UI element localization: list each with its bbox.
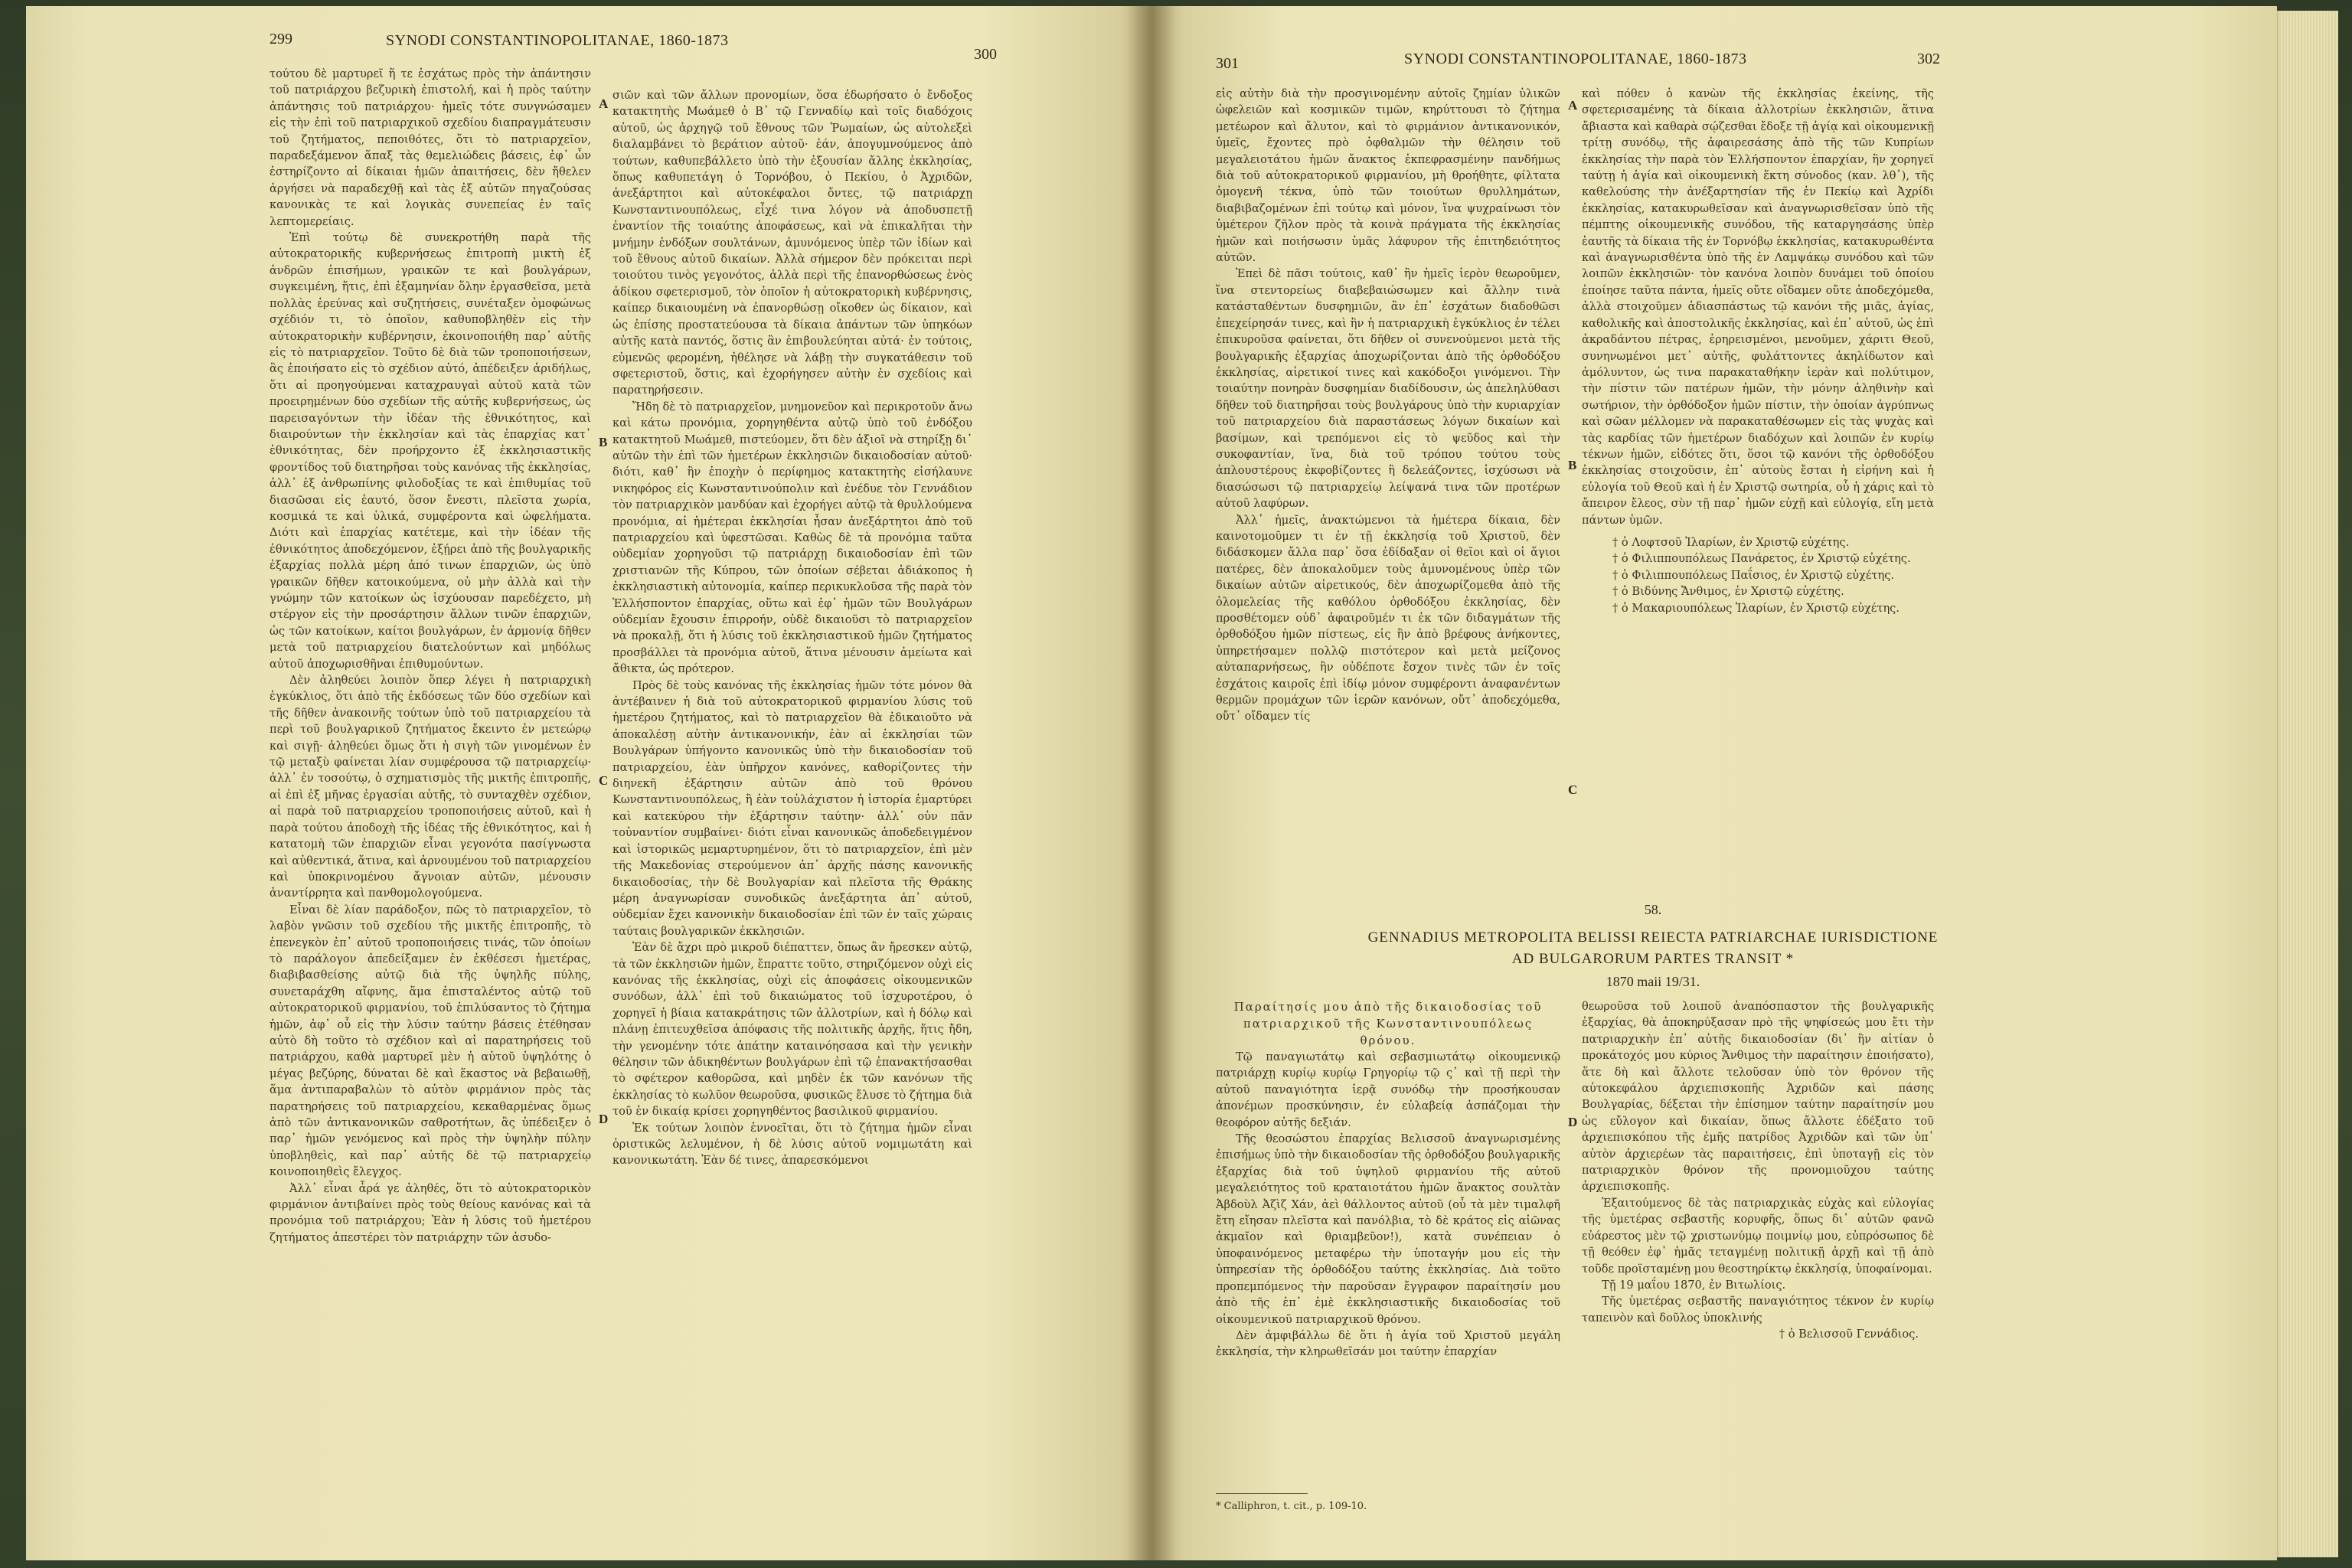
paragraph: Ἤδη δὲ τὸ πατριαρχεῖον, μνημονεῦον καὶ περικροτοῦν ἄνω καὶ κάτω προνόμια, χορηγηθέντα αὐτῷ ὑπὸ τοῦ ἐνδόξου κατακτητοῦ Μωάμεθ, πιστεύομεν, ὅτι δὲν ἀξιοῖ νὰ στηρίξῃ δι᾽ αὐτῶν τὴν ἐπὶ τῶν ἡμετέρων ἐκκλησιῶν δικαιοδοσίαν αὐτοῦ· διότι, καθ᾽ ἣν ἐποχὴν ὁ περίφημος κατακτητὴς εἰσήλαυνε νικηφόρος εἰς Κωνσταντινούπολιν καὶ ἐνέδυε τὸν Γεννάδιον τὸν πατριαρχικὸν μανδύαν καὶ ἐχορήγει αὐτῷ τὰ θρυλλούμενα προνόμια, αἱ ἡμέτεραι ἐκκλησίαι ἦσαν ἀνεξάρτητοι ἀπὸ τοῦ πατριαρχείου καὶ ὑφεστῶσαι. Καθὼς δὲ τὰ προνόμια ταῦτα οὐδεμίαν χορηγοῦσι τῷ πατριάρχῃ δικαιοδοσίαν ἐπὶ τῶν χριστιανῶν τῆς Κύπρου, τῶν ὁποίων σέβεται ἀδιάκοπος ἡ ἐκκλησιαστικὴ αὐτονομία, καίπερ περικυκλοῦσα τῆς παρὰ τὸν Ἑλλήσποντον ἐπαρχίας, οὕτω καὶ ἐφ᾽ ἡμῶν τῶν Βουλγάρων οὐδεμίαν ἔχουσιν ἐπιρροήν, οὐδὲ δικαιοῦσι τὸ πατριαρχεῖον νὰ προκαλῇ, ὅτι ἡ λύσις τοῦ ἐκκλησιαστικοῦ ἡμῶν ζητήματος προσβάλλει τὰ προνόμια αὐτοῦ, ἅτινα μένουσιν ἀμείωτα καὶ ἄθικτα, ὡς πρότερον. — [612, 400, 972, 676]
page-number-299: 299 — [270, 31, 292, 47]
document-title-line-2: AD BULGARORUM PARTES TRANSIT * — [1511, 951, 1795, 967]
right-page-column-2 — [1582, 86, 1934, 882]
left-page-column-2 — [612, 87, 972, 1169]
resignation-heading: Παραίτησίς μου ἀπὸ τῆς δικαιοδοσίας τοῦ πατριαρχικοῦ τῆς Κωνσταντινουπόλεως θρόνου. — [1233, 1000, 1543, 1047]
margin-marker-d: D — [1568, 1115, 1578, 1129]
paragraph: Τῷ παναγιωτάτῳ καὶ σεβασμιωτάτῳ οἰκουμενικῷ πατριάρχῃ κυρίῳ κυρίῳ Γρηγορίῳ τῷ ς᾽ καὶ τῇ περὶ τὴν αὐτοῦ παναγιότητα ἱερᾷ συνόδῳ τὴν προσήκουσαν ἀπονέμων προσκύνησιν, ἐν εὐλαβείᾳ ἀσπάζομαι τὴν θεοφόρον αὐτῆς δεξιάν. — [1216, 1050, 1560, 1129]
paragraph: Ἐπὶ τούτῳ δὲ συνεκροτήθη παρὰ τῆς αὐτοκρατορικῆς κυβερνήσεως ἐπιτροπὴ μικτὴ ἐξ ἀνδρῶν ἐπισήμων, γραικῶν τε καὶ βουλγάρων, συγκειμένη, ἥτις, ἐπὶ ἐξαμηνίαν ὅλην ἐργασθεῖσα, μετὰ πολλὰς ἐρεύνας καὶ συζητήσεις, συνέταξεν ὁμοφώνως σχέδιόν τι, τὸ ὁποῖον, καθυποβληθὲν εἰς τὴν αὐτοκρατορικὴν κυβέρνησιν, ἐκοινοποιήθη παρ᾽ αὐτῆς εἰς τὸ πατριαρχεῖον. Τοῦτο δὲ διὰ τῶν τροποποιήσεων, ἃς ἐποιήσατο εἰς τὸ σχέδιον αὐτό, ἀπέδειξεν ἀριδήλως, ὅτι αἱ προηγούμεναι καταχραυγαὶ αὐτοῦ κατὰ τῶν προειρημένων δύο σχεδίων τῆς αὐτῆς κυβερνήσεως, ὡς παρεισαγόντων τὴν ἰδέαν τῆς ἐθνικότητος, καὶ διαιρούντων τὴν ἐκκλησίαν καὶ τὰς ἐπαρχίας κατ᾽ ἐθνικότητας, δὲν προήρχοντο ἐξ ἐκκλησιαστικῆς φροντίδος τοῦ διατηρῆσαι τοὺς κανόνας τῆς ἐκκλησίας, ἀλλ᾽ ἐξ ἀνθρωπίνης φιλοδοξίας τε καὶ ἐπιθυμίας τοῦ διασῶσαι εἰς ἑαυτό, ὅσον ἔνεστι, πλεῖστα χωρία, κοσμικά τε καὶ ὑλικά, συμφέροντα καὶ ὠφελήματα. Διότι καὶ ἐπαρχίας κατέτεμε, καὶ τὴν ἰδέαν τῆς ἐθνικότητος ἀποδεχόμενον, ἐξῄρει ἀπὸ τῆς βουλγαρικῆς ἐξαρχίας πολλὰ μέρη ἀπό τινων ἐπαρχιῶν, ὡς ὑπὸ γραικῶν δῆθεν κατοικούμενα, οὐ μὴν ἀλλὰ καὶ τὴν γνώμην τῶν κατοίκων ὡς ἰσχύουσαν παρεδέχετο, μὴ στέργον εἰς τὴν προσάρτησιν ἄλλων τινῶν ἐπαρχιῶν, ὡς τῶν κατοίκων, καίτοι βουλγάρων, ἐν ἁρμονίᾳ δῆθεν μετὰ τοῦ πατριαρχείου διατελούντων καὶ μηδόλως αὐτοῦ ἀποχωρισθῆναι ἐπιθυμούντων. — [270, 231, 591, 671]
margin-marker-d: D — [599, 1112, 609, 1126]
paragraph: σιῶν καὶ τῶν ἄλλων προνομίων, ὅσα ἐδωρήσατο ὁ ἔνδοξος κατακτητὴς Μωάμεθ ὁ Β᾽ τῷ Γενναδίῳ καὶ τοῖς διαδόχοις αὐτοῦ, ὡς ἀρχηγῷ τοῦ ἔθνους τῶν Ῥωμαίων, ὡς αὐτολεξεὶ διαλαμβάνει τὸ βεράτιον αὐτοῦ· ἐάν, ἀπογυμνούμενος ἀπὸ τούτων, καθυπεβάλλετο ὑπὸ τὴν ἐξουσίαν ἄλλης ἐκκλησίας, ὅπως καθυπετάγη ὁ Τορνόβου, ὁ Πεκίου, ὁ Ἀχριδῶν, ἀνεξάρτητοι καὶ αὐτοκέφαλοι ὄντες, τῷ πατριάρχῃ Κωνσταντινουπόλεως, εἶχέ τινα λόγον νὰ ἀποδυσπετῇ ἐναντίον τῆς τοιαύτης ἀποφάσεως, καὶ νὰ ἐπικαλῆται τὴν μνήμην ἐνδόξων σουλτάνων, ἀμυνόμενος ὑπὲρ τῶν ἰδίων καὶ τοῦ ἔθνους αὐτοῦ δικαίων. Ἀλλὰ σήμερον δὲν πρόκειται περὶ τοιούτου τινὸς γεγονότος, ἀλλὰ περὶ τῆς ἐπανορθώσεως ἑνὸς ἀδίκου σφετερισμοῦ, τὸν ὁποῖον ἡ αὐτοκρατορικὴ κυβέρνησις, καίπερ δικαιουμένη νὰ ἐπανορθώσῃ οἴκοθεν ὡς δίκαιον, καὶ ὡς ἐπίσης προστατεύουσα τὰ δίκαια ἁπάντων τῶν ὑπηκόων αὐτῆς κατὰ παντός, ὅστις ἂν ἐπιβουλεύηται αὐτά· ἐν τούτοις, εὐμενῶς φερομένη, ἠθέλησε νὰ λάβῃ τὴν συγκατάθεσιν τοῦ σφετεριστοῦ, ὅστις, καὶ ἐχορήγησεν αὐτὴν ἐν σχεδίοις καὶ παρατηρήσεσιν. — [612, 89, 972, 397]
document-title-line-1: GENNADIUS METROPOLITA BELISSI REIECTA PATRIARCHAE IURISDICTIONE — [1367, 929, 1939, 946]
paragraph: Τῆς θεοσώστου ἐπαρχίας Βελισσοῦ ἀναγνωρισμένης ἐπισήμως ὑπὸ τὴν δικαιοδοσίαν τῆς ὀρθοδόξου βουλγαρικῆς ἐξαρχίας διὰ τοῦ ὑψηλοῦ φιρμανίου τῆς αὐτοῦ μεγαλειότητος τοῦ κραταιοτάτου ἡμῶν ἄνακτος σουλτὰν Ἀβδοὺλ Ἀζὶζ Χάν, ἀεὶ θάλλοντος αὐτοῦ (οὗ τὰ μὲν τιμαλφῆ ἔτη εἴησαν πλεῖστα καὶ πανόλβια, τὸ δὲ κράτος εἰς αἰῶνας ἀκμαῖον καὶ θριαμβεῦον!), κατὰ συνέπειαν ὁ ὑποφαινόμενος μεταφέρω τὴν ὑποταγήν μου εἰς τὴν ὑπηρεσίαν τῆς ὀρθοδόξου ταύτης ἐκκλησίας. Διὰ τοῦτο προπεμπόμενος τὴν παροῦσαν ἔγγραφον παραίτησίν μου ἀπὸ τῆς ἐπ᾽ ἐμὲ ἐκκλησιαστικῆς δικαιοδοσίας τοῦ οἰκουμενικοῦ πατριαρχικοῦ θρόνου. — [1216, 1132, 1560, 1326]
page-edges — [2277, 11, 2338, 1557]
signature-line: † ὁ Βελισσοῦ Γεννάδιος. — [1779, 1328, 1919, 1341]
paragraph: Εἶναι δὲ λίαν παράδοξον, πῶς τὸ πατριαρχεῖον, τὸ λαβὸν γνῶσιν τοῦ σχεδίου τῆς μικτῆς ἐπιτροπῆς, τὸ ἐπενεγκὸν ἐπ᾽ αὐτοῦ τροποποιήσεις τινάς, τῶν ὁποίων τὸ παράλογον ἀπεδείξαμεν ἐν ἐκθέσεσι ἡμετέρας, διαβιβασθείσης αὐτῷ διὰ τῆς ὑψηλῆς πύλης, συνεταράχθη αἴφνης, ἅμα ἐπισταλέντος αὐτῷ τοῦ αὐτοκρατορικοῦ φιρμανίου, τοῦ ἐπιλύσαντος τὸ ζήτημα ἡμῶν, ἀφ᾽ οὗ εἰς τὴν λύσιν ταύτην βάσεις ἐτέθησαν αὐτὸ δὴ τοῦτο τὸ σχέδιον καὶ αἱ παρατηρήσεις τοῦ πατριάρχου, καθὰ μαρτυρεῖ μὲν ἡ αὐτοῦ ὑψηλότης ὁ μέγας βεζύρης, δύναται δὲ καὶ ἕκαστος νὰ βεβαιωθῇ, ἅμα ἀντιπαραβαλὼν τὸ αὐτὸν φιρμάνιον πρὸς τὰς παρατηρήσεις τοῦ πατριαρχείου, κεκαθαρμένας ὅμως ἀπὸ τῶν ἀντικανονικῶν σαθροτήτων, ἃς ὑπέδειξεν ὁ παρ᾽ ἡμῶν γενόμενος καὶ πρὸς τὴν ὑψηλὴν πύλην ὑποβληθεὶς, καὶ παρ᾽ αὐτῆς δὲ τῷ πατριαρχείῳ κοινοποιηθεὶς ἔλεγχος. — [270, 903, 591, 1179]
open-book — [26, 6, 2337, 1563]
right-page-lower-column-2 — [1582, 998, 1934, 1343]
paragraph: Ἀλλ᾽ εἶναι ἆρά γε ἀληθές, ὅτι τὸ αὐτοκρατορικὸν φιρμάνιον ἀντιβαίνει πρὸς τοὺς θείους κανόνας καὶ τὰ προνόμια τοῦ πατριάρχου; Ἐὰν ἡ λύσις τοῦ ἡμετέρου ζητήματος ἀπεστέρει τὸν πατριάρχην τῶν ἀσυδο- — [270, 1181, 591, 1244]
signature-line: † ὁ Μακαριουπόλεως Ἱλαρίων, ἐν Χριστῷ εὐχέτης. — [1612, 601, 1900, 615]
footnote-rule — [1216, 1493, 1308, 1494]
margin-marker-a: A — [599, 96, 609, 111]
document-number: 58. — [1644, 902, 1662, 917]
date-line: Τῇ 19 μαΐου 1870, ἐν Βιτωλίοις. — [1602, 1278, 1786, 1292]
paragraph: Ἐξαιτούμενος δὲ τὰς πατριαρχικὰς εὐχὰς καὶ εὐλογίας τῆς ὑμετέρας σεβαστῆς κορυφῆς, ὅπως δι᾽ αὐτῶν φανῶ εὐάρεστος μὲν τῷ χριστωνύμῳ ποιμνίῳ μου, εὐπρόσωπος δὲ τῇ θεόθεν ἐφ᾽ ἡμᾶς τεταγμένῃ πολιτικῇ ἀρχῇ καὶ τῇ ἀπὸ τοῦδε προϊσταμένῃ μου θεοστηρίκτῳ ἐκκλησίᾳ, ὑποφαίνομαι. — [1582, 1196, 1934, 1276]
margin-marker-c: C — [1568, 782, 1578, 797]
paragraph: Ἐπεὶ δὲ πᾶσι τούτοις, καθ᾽ ἣν ἡμεῖς ἱερὸν θεωροῦμεν, ἵνα στεντορείως διαβεβαιώσωμεν καὶ ἄλλην τινὰ κατάσταθέντων δυσφημιῶν, ἂν ἐπ᾽ ἐσχάτων διαδοθῶσι ἐπεχείρησάν τινες, καὶ ἣν ἡ πατριαρχικὴ ἐγκύκλιος ἐν τέλει ἐπικυροῦσα φαίνεται, ὅτι δῆθεν οἱ συνενούμενοι μετὰ τῆς βουλγαρικῆς ἐξαρχίας ἀποχωρίζονται ἀπὸ τῆς ὀρθοδόξου ἐκκλησίας, αἱρετικοί τινες καὶ κακόδοξοι γινόμενοι. Τὴν τοιαύτην πονηρὰν δυσφημίαν διαδίδουσιν, ὡς ἀπεληλύθασι δῆθεν τοῦ διατηρῆσαι τοὺς βουλγάρους ὑπὸ τὴν κυριαρχίαν τοῦ πατριαρχείου διὰ παραστάσεως λόγων δικαίων καὶ βασίμων, καὶ τρεπόμενοι εἰς τὸ ψεῦδος καὶ τὴν συκοφαντίαν, ἵνα, διὰ τοῦ τρόπου τούτου τοὺς ἁπλουστέρους ἐκφοβίζοντες ἢ δελεάζοντες, ἰσχύσωσι νὰ διασώσωσι τῷ πατριαρχείῳ λείψανά τινα τῶν προτέρων αὐτοῦ λαφύρων. — [1216, 267, 1560, 511]
running-head-right: SYNODI CONSTANTINOPOLITANAE, 1860-1873 — [1404, 51, 1747, 67]
left-page — [26, 6, 1152, 1560]
margin-marker-b: B — [1568, 458, 1577, 472]
signature-line: † ὁ Φιλιππουπόλεως Πανάρετος, ἐν Χριστῷ εὐχέτης. — [1612, 552, 1911, 566]
footnote: * Calliphron, t. cit., p. 109-10. — [1216, 1501, 1367, 1512]
right-page-lower-column-1 — [1216, 998, 1560, 1361]
page-number-300: 300 — [974, 46, 997, 63]
paragraph: Δὲν ἀληθεύει λοιπὸν ὅπερ λέγει ἡ πατριαρχικὴ ἐγκύκλιος, ὅτι ἀπὸ τῆς ἐκδόσεως τῶν δύο σχεδίων καὶ τῆς δῆθεν ἀνακοινῆς τούτων ὑπὸ τοῦ πατριαρχείου τὰ περὶ τοῦ βουλγαρικοῦ ζητήματος ἔκειντο ἐν μετεώρῳ καὶ σιγῇ· ἀληθεύει ὅμως ὅτι ἡ σιγὴ τῶν γινομένων ἐν τῷ μεταξὺ φαίνεται λίαν συμφέρουσα τῷ πατριαρχείῳ· ἀλλ᾽ ἐν τοσούτῳ, ὁ σχηματισμὸς τῆς μικτῆς ἐπιτροπῆς, αἱ ἐπὶ ἐξ μῆνας ἐργασίαι αὐτῆς, τὸ συνταχθὲν σχέδιον, αἱ παρὰ τοῦ πατριαρχείου τροποποιήσεις αὐτοῦ, καὶ ἡ παρὰ τούτου ἀποδοχὴ τῆς ἰδέας τῆς ἐθνικότητος, καὶ ἡ κατατομὴ τῶν ἐπαρχιῶν εἶναι γεγονότα πασίγνωστα καὶ αὐθεντικά, ἅτινα, καὶ ἀρνουμένου τοῦ πατριαρχείου καὶ ὑποκρινομένου ἄγνοιαν αὐτῶν, μένουσιν ἀναντίρρητα καὶ πανθομολογούμενα. — [270, 674, 591, 900]
page-number-301: 301 — [1216, 55, 1239, 72]
signature-line: † ὁ Βιδύνης Ἄνθιμος, ἐν Χριστῷ εὐχέτης. — [1612, 585, 1844, 599]
paragraph: εἰς αὐτὴν διὰ τὴν προσγινομένην αὐτοῖς ζημίαν ὑλικῶν ὠφελειῶν καὶ κοσμικῶν τιμῶν, κηρύττουσι τὸ ζήτημα μετέωρον καὶ ἄλυτον, καὶ τὸ φιρμάνιον ἀντικανονικόν, ὑμεῖς, ἔχοντες πρὸ ὀφθαλμῶν τὴν θέλησιν τοῦ μεγαλειοτάτου ἡμῶν ἄνακτος ἐκπεφρασμένην πανδήμως διὰ τοῦ αὐτοκρατορικοῦ φιρμανίου, μὴ θροήθητε, φίλτατα ὁμογενῆ τέκνα, ὑπὸ τῶν τοιούτων θρυλλημάτων, διαβιβαζομένων ἐπὶ τούτῳ καὶ μόνον, ἵνα ψυχραίνωσι τὸν ὑμέτερον ζῆλον πρὸς τὰ κοινὰ πράγματα τῆς ἐκκλησίας ἡμῶν καὶ ποιήσωσιν ὑμᾶς λάφυρον τῆς ἐπιτηδειότητος αὐτῶν. — [1216, 87, 1560, 265]
signature-line: † ὁ Φιλιππουπόλεως Παΐσιος, ἐν Χριστῷ εὐχέτης. — [1612, 568, 1895, 582]
paragraph: Ἐκ τούτων λοιπὸν ἐννοεῖται, ὅτι τὸ ζήτημα ἡμῶν εἶναι ὁριστικῶς λελυμένον, ἡ δὲ λύσις αὐτοῦ νομιμωτάτη καὶ κανονικωτάτη. Ἐὰν δέ τινες, ἀπαρεσκόμενοι — [612, 1121, 972, 1168]
paragraph: καὶ πόθεν ὁ κανὼν τῆς ἐκκλησίας ἐκείνης, τῆς σφετερισαμένης τὰ δίκαια ἀλλοτρίων ἐκκλησιῶν, ἅτινα ἄβιαστα καὶ καθαρὰ σῴζεσθαι ἔδοξε τῇ ἁγίᾳ καὶ οἰκουμενικῇ τρίτῃ συνόδῳ, τῆς ἀφαιρεσάσης ἀπὸ τῆς τῶν Κυπρίων ἐκκλησίας τὴν παρὰ τὸν Ἑλλήσποντον ἐπαρχίαν, ἣν χορηγεῖ ταύτῃ ἡ ἁγία καὶ οἰκουμενικὴ ἕκτη σύνοδος (καν. λθ᾽), τῆς καθελούσης τὴν ἀνέξαρτησίαν τῆς ἐν Πεκίῳ καὶ Ἀχρίδι ἐκκλησίας, κατακυρωθεῖσαν καὶ ἀναγνωρισθεῖσαν ὑπὸ τῆς πέμπτης οἰκουμενικῆς συνόδου, τῆς καταργησάσης ὑπὲρ ἑαυτῆς τὰ δίκαια τῆς ἐν Τορνόβῳ ἐκκλησίας, κατακυρωθέντα καὶ ἀναγνωρισθέντα ὑπὸ τῆς ἐν Λαμψάκῳ συνόδου καὶ τῶν λοιπῶν ἐκκλησιῶν· τὸν κανόνα λοιπὸν δυνάμει τοῦ ὁποίου ἐποίησε ταῦτα πάντα, ἡμεῖς οὔτε οἴδαμεν οὔτε ἀποδεχόμεθα, ἀλλὰ στοιχοῦμεν ἀδιασπάστως τῷ κανόνι τῆς μιᾶς, ἁγίας, καθολικῆς καὶ ἀποστολικῆς ἐκκλησίας, καὶ ἐπ᾽ αὐτοῦ, ὡς ἐπὶ ἀκραδάντου πέτρας, ἐρηρεισμένοι, μενοῦμεν, χάριτι Θεοῦ, συνηνωμένοι μετ᾽ αὐτῆς, φυλάττοντες ἀκηλίδωτον καὶ ἀμόλυντον, ὡς τινα παρακαταθήκην ἱερὰν καὶ πολύτιμον, τὴν πίστιν τῶν πατέρων ἡμῶν, τὴν μόνην ἀληθινὴν καὶ σωτήριον, τὴν ὀρθόδοξον ἡμῶν πίστιν, τὴν ὁποίαν ἀγρύπνως καὶ σῶαν μέλλομεν νὰ παρακαταθέσωμεν εἰς τὰς ψυχὰς καὶ τὰς καρδίας τῶν ἡμετέρων διαδόχων καὶ λοιπῶν ἐν κυρίῳ τέκνων ἡμῶν, εἰδότες ὅτι, ὅσοι τῷ κανόνι τῆς ὀρθοδόξου ἐκκλησίας στοιχοῦσιν, ἐπ᾽ αὐτοὺς ἔσται ἡ εἰρήνη καὶ ἡ εὐλογία τοῦ Θεοῦ καὶ ἡ ἐν Χριστῷ σωτηρία, οὗ ἡ χάρις καὶ τὸ ἄπειρον ἔλεος, σὺν τῇ παρ᾽ ἡμῶν εὐχῇ καὶ εὐλογίᾳ, εἴη μετὰ πάντων ὑμῶν. — [1582, 87, 1934, 527]
right-page — [1152, 6, 2277, 1560]
running-head-left: SYNODI CONSTANTINOPOLITANAE, 1860-1873 — [386, 32, 729, 49]
right-page-column-1 — [1216, 86, 1560, 882]
paragraph: Δὲν ἀμφιβάλλω δὲ ὅτι ἡ ἁγία τοῦ Χριστοῦ μεγάλη ἐκκλησία, τὴν κληρωθεῖσάν μοι ταύτην ἐπαρχίαν — [1216, 1328, 1560, 1359]
margin-marker-c: C — [599, 773, 609, 788]
document-date: 1870 maii 19/31. — [1606, 974, 1700, 989]
margin-marker-a: A — [1568, 98, 1578, 113]
closing-formula: Τῆς ὑμετέρας σεβαστῆς παναγιότητος τέκνον ἐν κυρίῳ ταπεινὸν καὶ δοῦλος ὑποκλινής — [1582, 1295, 1934, 1325]
page-number-302: 302 — [1917, 51, 1940, 67]
margin-marker-b: B — [599, 435, 608, 449]
left-page-column-1 — [270, 66, 591, 1246]
paragraph: Ἐὰν δὲ ἄχρι πρὸ μικροῦ διέπαττεν, ὅπως ἂν ἤρεσκεν αὐτῷ, τὰ τῶν ἐκκλησιῶν ἡμῶν, ἔπραττε τοῦτο, στηριζόμενον οὐχὶ εἰς κανόνας τῆς ἐκκλησίας, οὐχὶ εἰς ἀποφάσεις οἰκουμενικῶν συνόδων, ἀλλ᾽ ἐπὶ τοῦ δικαιώματος τοῦ ἰσχυροτέρου, ὁ χορηγεῖ ἡ βίαια κατακράτησις τῶν ἀλλοτρίων, καὶ ἡ δόλῳ καὶ πλάνῃ ἐπιτευχθεῖσα ἀπόφασις τῆς πολιτικῆς ἀρχῆς, ἥτις ἤδη, τὴν γενομένην τότε ἀπάτην καταινόησασα καὶ τὴν γενικὴν θέλησιν τῶν ἀδικηθέντων βουλγάρων ἐπὶ τῷ ἐπανακτήσασθαι τὸ σφέτερον καθορῶσα, καὶ μηδὲν ἐκ τῶν κανόνων τῆς ἐκκλησίας τὸ κωλῦον θεωροῦσα, φυσικῶς ἔλυσε τὸ ζήτημα διὰ τοῦ ἐν δικαίᾳ κρίσει χορηγηθέντος βασιλικοῦ φιρμανίου. — [612, 941, 972, 1119]
paragraph: Ἀλλ᾽ ἡμεῖς, ἀνακτώμενοι τὰ ἡμέτερα δίκαια, δὲν καινοτομοῦμεν τι ἐν τῇ ἐκκλησίᾳ τοῦ Χριστοῦ, δὲν διδάσκομεν ἄλλα παρ᾽ ὅσα ἐδίδαξαν οἱ θεῖοι καὶ οἱ ἅγιοι πατέρες, δὲν ἀποκαλοῦμεν τοὺς ἀμυνομένους ὑπὲρ τῶν δικαίων αὐτῶν αἱρετικούς, δὲν ἀποχωρίζομεθα ἀπὸ τῆς ὁλομελείας τῆς καθόλου ὀρθοδόξου ἐκκλησίας, δὲν προσθέτομεν οὐδ᾽ ἀφαιροῦμέν τι ἐκ τῶν διδαγμάτων τῆς ὀρθοδόξου ἡμῶν πίστεως, εἰς ἣν ἀπὸ βρέφους ἀνήκοντες, ὑπηρετήσαμεν πολλῷ πιστότερον καὶ μετὰ μείζονος αὐταπαρνήσεως, ἢν οὐδέποτε ἔσχον τινὲς τῶν ἐν τοῖς ἐσχάτοις καιροῖς ἐπὶ ἰδίῳ μόνον συμφέροντι ἀναφανέντων θερμῶν προμάχων τῶν ἱερῶν κανόνων, οὔτ᾽ ἀποδεχόμεθα, οὔτ᾽ οἴδαμεν τίς — [1216, 513, 1560, 724]
signature-line: † ὁ Λοφτσοῦ Ἱλαρίων, ἐν Χριστῷ εὐχέτης. — [1612, 535, 1850, 549]
paragraph: Πρὸς δὲ τοὺς κανόνας τῆς ἐκκλησίας ἡμῶν τότε μόνον θὰ ἀντέβαινεν ἡ διὰ τοῦ αὐτοκρατορικοῦ φιρμανίου λύσις τοῦ ἡμετέρου ζητήματος, καὶ τὸ πατριαρχεῖον θὰ ἐδικαιοῦτο νὰ ἀποκαλέσῃ αὐτὴν ἀντικανονικήν, ἐὰν αἱ ἐκκλησίαι τῶν Βουλγάρων ὑπήγοντο κανονικῶς ὑπὸ τὴν δικαιοδοσίαν τοῦ πατριαρχείου, ἐὰν ὑπῆρχον κανόνες, καθορίζοντες τὴν διηνεκῆ ἐξάρτησιν αὐτῶν ἀπὸ τοῦ θρόνου Κωνσταντινουπόλεως, ἢ ἐὰν τοὐλάχιστον ἡ ἱστορία ἐμαρτύρει καὶ κατεκύρου τὴν ἐξάρτησιν ταύτην· ἀλλ᾽ οὐν πᾶν τοὐναντίον συμβαίνει· διότι εἶναι κανονικῶς ἀποδεδειγμένον καὶ ἱστορικῶς μεμαρτυρημένον, ὅτι τὸ πατριαρχεῖον, ἐπὶ μὲν τῆς Μακεδονίας στερούμενον ἀπ᾽ ἀρχῆς πάσης κανονικῆς δικαιοδοσίας, τὴν δὲ Βουλγαρίαν καὶ πλεῖστα τῆς Θράκης μέρη ἀναγνωρίσαν συνοδικῶς ἀνεξάρτητα ἀπ᾽ αὐτοῦ, οὐδεμίαν ἔχει κανονικὴν δικαιοδοσίαν ἐπὶ τῶν ἐν ταῖς χώραις ταύταις βουλγαρικῶν ἐκκλησιῶν. — [612, 678, 972, 938]
paragraph: τούτου δὲ μαρτυρεῖ ἥ τε ἐσχάτως πρὸς τὴν ἀπάντησιν τοῦ πατριάρχου βεζυρικὴ ἐπιστολή, καὶ ἡ πρὸς ταύτην ἀπάντησις τοῦ πατριάρχου· ἡμεῖς τότε συνγνώσαμεν εἰς τὴν ἐπὶ τοῦ πατριαρχικοῦ σχεδίου διαπραγμάτευσιν τοῦ ζητήματος, πεποιθότες, ὅτι τὸ πατριαρχεῖον, παραδεξάμενον ἅπαξ τὰς θεμελιώδεις βάσεις, ἐφ᾽ ὧν ἐστηρίζοντο αἱ δίκαιαι ἡμῶν ἀπαιτήσεις, δὲν ἤθελεν ἀργήσει νὰ παραδεχθῇ καὶ τὰς ἐξ αὐτῶν πηγαζούσας κανονικὰς τε καὶ λογικὰς συνεπείας ἐν ταῖς λεπτομερείαις. — [270, 67, 591, 228]
paragraph: θεωροῦσα τοῦ λοιποῦ ἀναπόσπαστον τῆς βουλγαρικῆς ἐξαρχίας, θὰ ἀποκηρύξασαν πρὸ τῆς ψηφίσεώς μου ἔτι τὴν πατριαρχικὴν ἐπ᾽ αὐτῆς δικαιοδοσίαν (δι᾽ ἣν αἰτίαν ὁ προκάτοχός μου κύριος Ἄνθιμος τὴν παραίτησιν ἐποιήσατο), ἅτε δὴ καὶ ἄλλοτε τελοῦσαν ὑπὸ τὸν θρόνον τῆς αὐτοκεφάλου ἀρχιεπισκοπῆς Ἀχριδῶν καὶ πάσης Βουλγαρίας, δέξεται τὴν ἐπίσημον ταύτην παραίτησίν μου ὡς εὔλογον καὶ δικαίαν, ὅπως ἄλλοτε ἐδέξατο τοῦ ἀρχιεπισκόπου τῆς ἐμῆς πατρίδος Ἀχριδῶν καὶ τῶν ὑπ᾽ αὐτὸν ἀρχιερέων τὰς παραιτήσεις, ἐπὶ ὑποταγῇ εἰς τὸν πατριαρχικὸν θρόνον τῆς προνομιοῦχου ταύτης ἀρχιεπισκοπῆς. — [1582, 1000, 1934, 1194]
